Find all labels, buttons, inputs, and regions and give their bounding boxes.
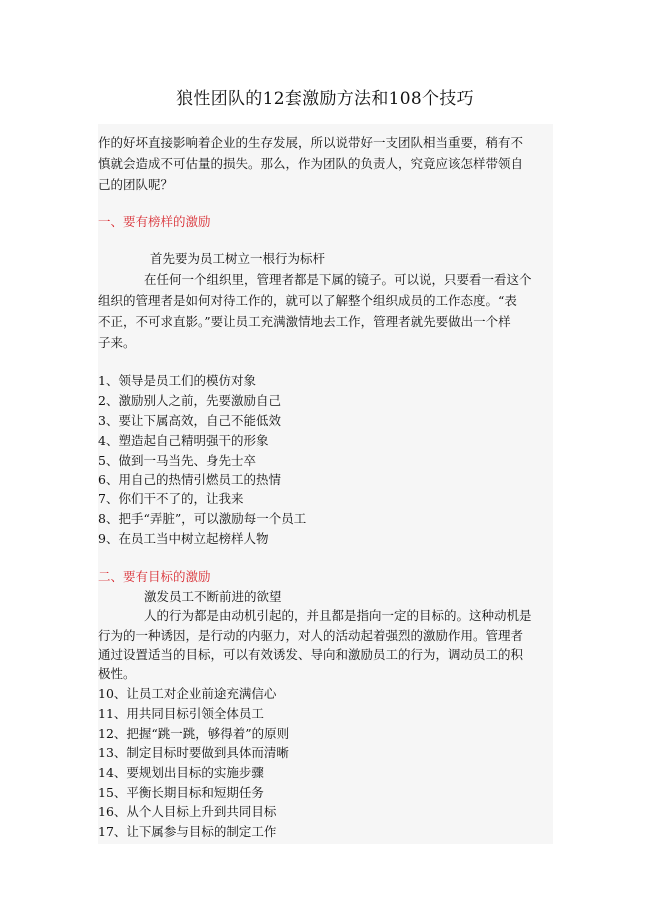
- paragraph-line: 子来。: [98, 335, 136, 350]
- list-item: 5、做到一马当先、身先士卒: [98, 453, 256, 468]
- paragraph-line: 行为的一种诱因，是行动的内驱力，对人的活动起着强烈的激励作用。管理者: [98, 628, 524, 643]
- list-item: 8、把手“弄脏”，可以激励每一个员工: [98, 511, 307, 526]
- list-item: 10、让员工对企业前途充满信心: [98, 686, 277, 701]
- list-item: 16、从个人目标上升到共同目标: [98, 804, 277, 819]
- document-body: [98, 124, 553, 844]
- list-item: 7、你们干不了的，让我来: [98, 491, 244, 506]
- list-item: 9、在员工当中树立起榜样人物: [98, 531, 269, 546]
- list-item: 1、领导是员工们的模仿对象: [98, 373, 256, 388]
- paragraph-line: 在任何一个组织里，管理者都是下属的镜子。可以说，只要看一看这个: [144, 272, 532, 287]
- list-item: 17、让下属参与目标的制定工作: [98, 824, 277, 839]
- paragraph-line: 通过设置适当的目标，可以有效诱发、导向和激励员工的行为，调动员工的积: [98, 647, 524, 662]
- list-item: 13、制定目标时要做到具体而清晰: [98, 745, 289, 760]
- list-item: 3、要让下属高效，自己不能低效: [98, 413, 281, 428]
- paragraph-line: 极性。: [98, 666, 136, 681]
- paragraph-line: 不正，不可求直影。”要让员工充满激情地去工作，管理者就先要做出一个样: [98, 314, 511, 329]
- list-item: 15、平衡长期目标和短期任务: [98, 785, 264, 800]
- list-item: 6、用自己的热情引燃员工的热情: [98, 472, 281, 487]
- list-item: 2、激励别人之前，先要激励自己: [98, 393, 281, 408]
- list-item: 4、塑造起自己精明强干的形象: [98, 433, 269, 448]
- list-item: 14、要规划出目标的实施步骤: [98, 765, 264, 780]
- intro-line: 作的好坏直接影响着企业的生存发展，所以说带好一支团队相当重要，稍有不: [98, 135, 524, 150]
- list-item: 12、把握“跳一跳，够得着”的原则: [98, 726, 290, 741]
- section-subheading: 首先要为员工树立一根行为标杆: [150, 251, 326, 266]
- paragraph-line: 人的行为都是由动机引起的，并且都是指向一定的目标的。这种动机是: [144, 608, 532, 623]
- list-item: 11、用共同目标引领全体员工: [98, 706, 264, 721]
- section-subheading: 激发员工不断前进的欲望: [144, 589, 282, 604]
- section-heading: 一、要有榜样的激励: [98, 214, 211, 229]
- intro-line: 慎就会造成不可估量的损失。那么，作为团队的负责人，究竟应该怎样带领自: [98, 156, 524, 171]
- document-title: 狼性团队的12套激励方法和108个技巧: [176, 89, 474, 109]
- paragraph-line: 组织的管理者是如何对待工作的，就可以了解整个组织成员的工作态度。“表: [98, 293, 517, 308]
- intro-line: 己的团队呢？: [98, 177, 174, 192]
- section-heading: 二、要有目标的激励: [98, 569, 211, 584]
